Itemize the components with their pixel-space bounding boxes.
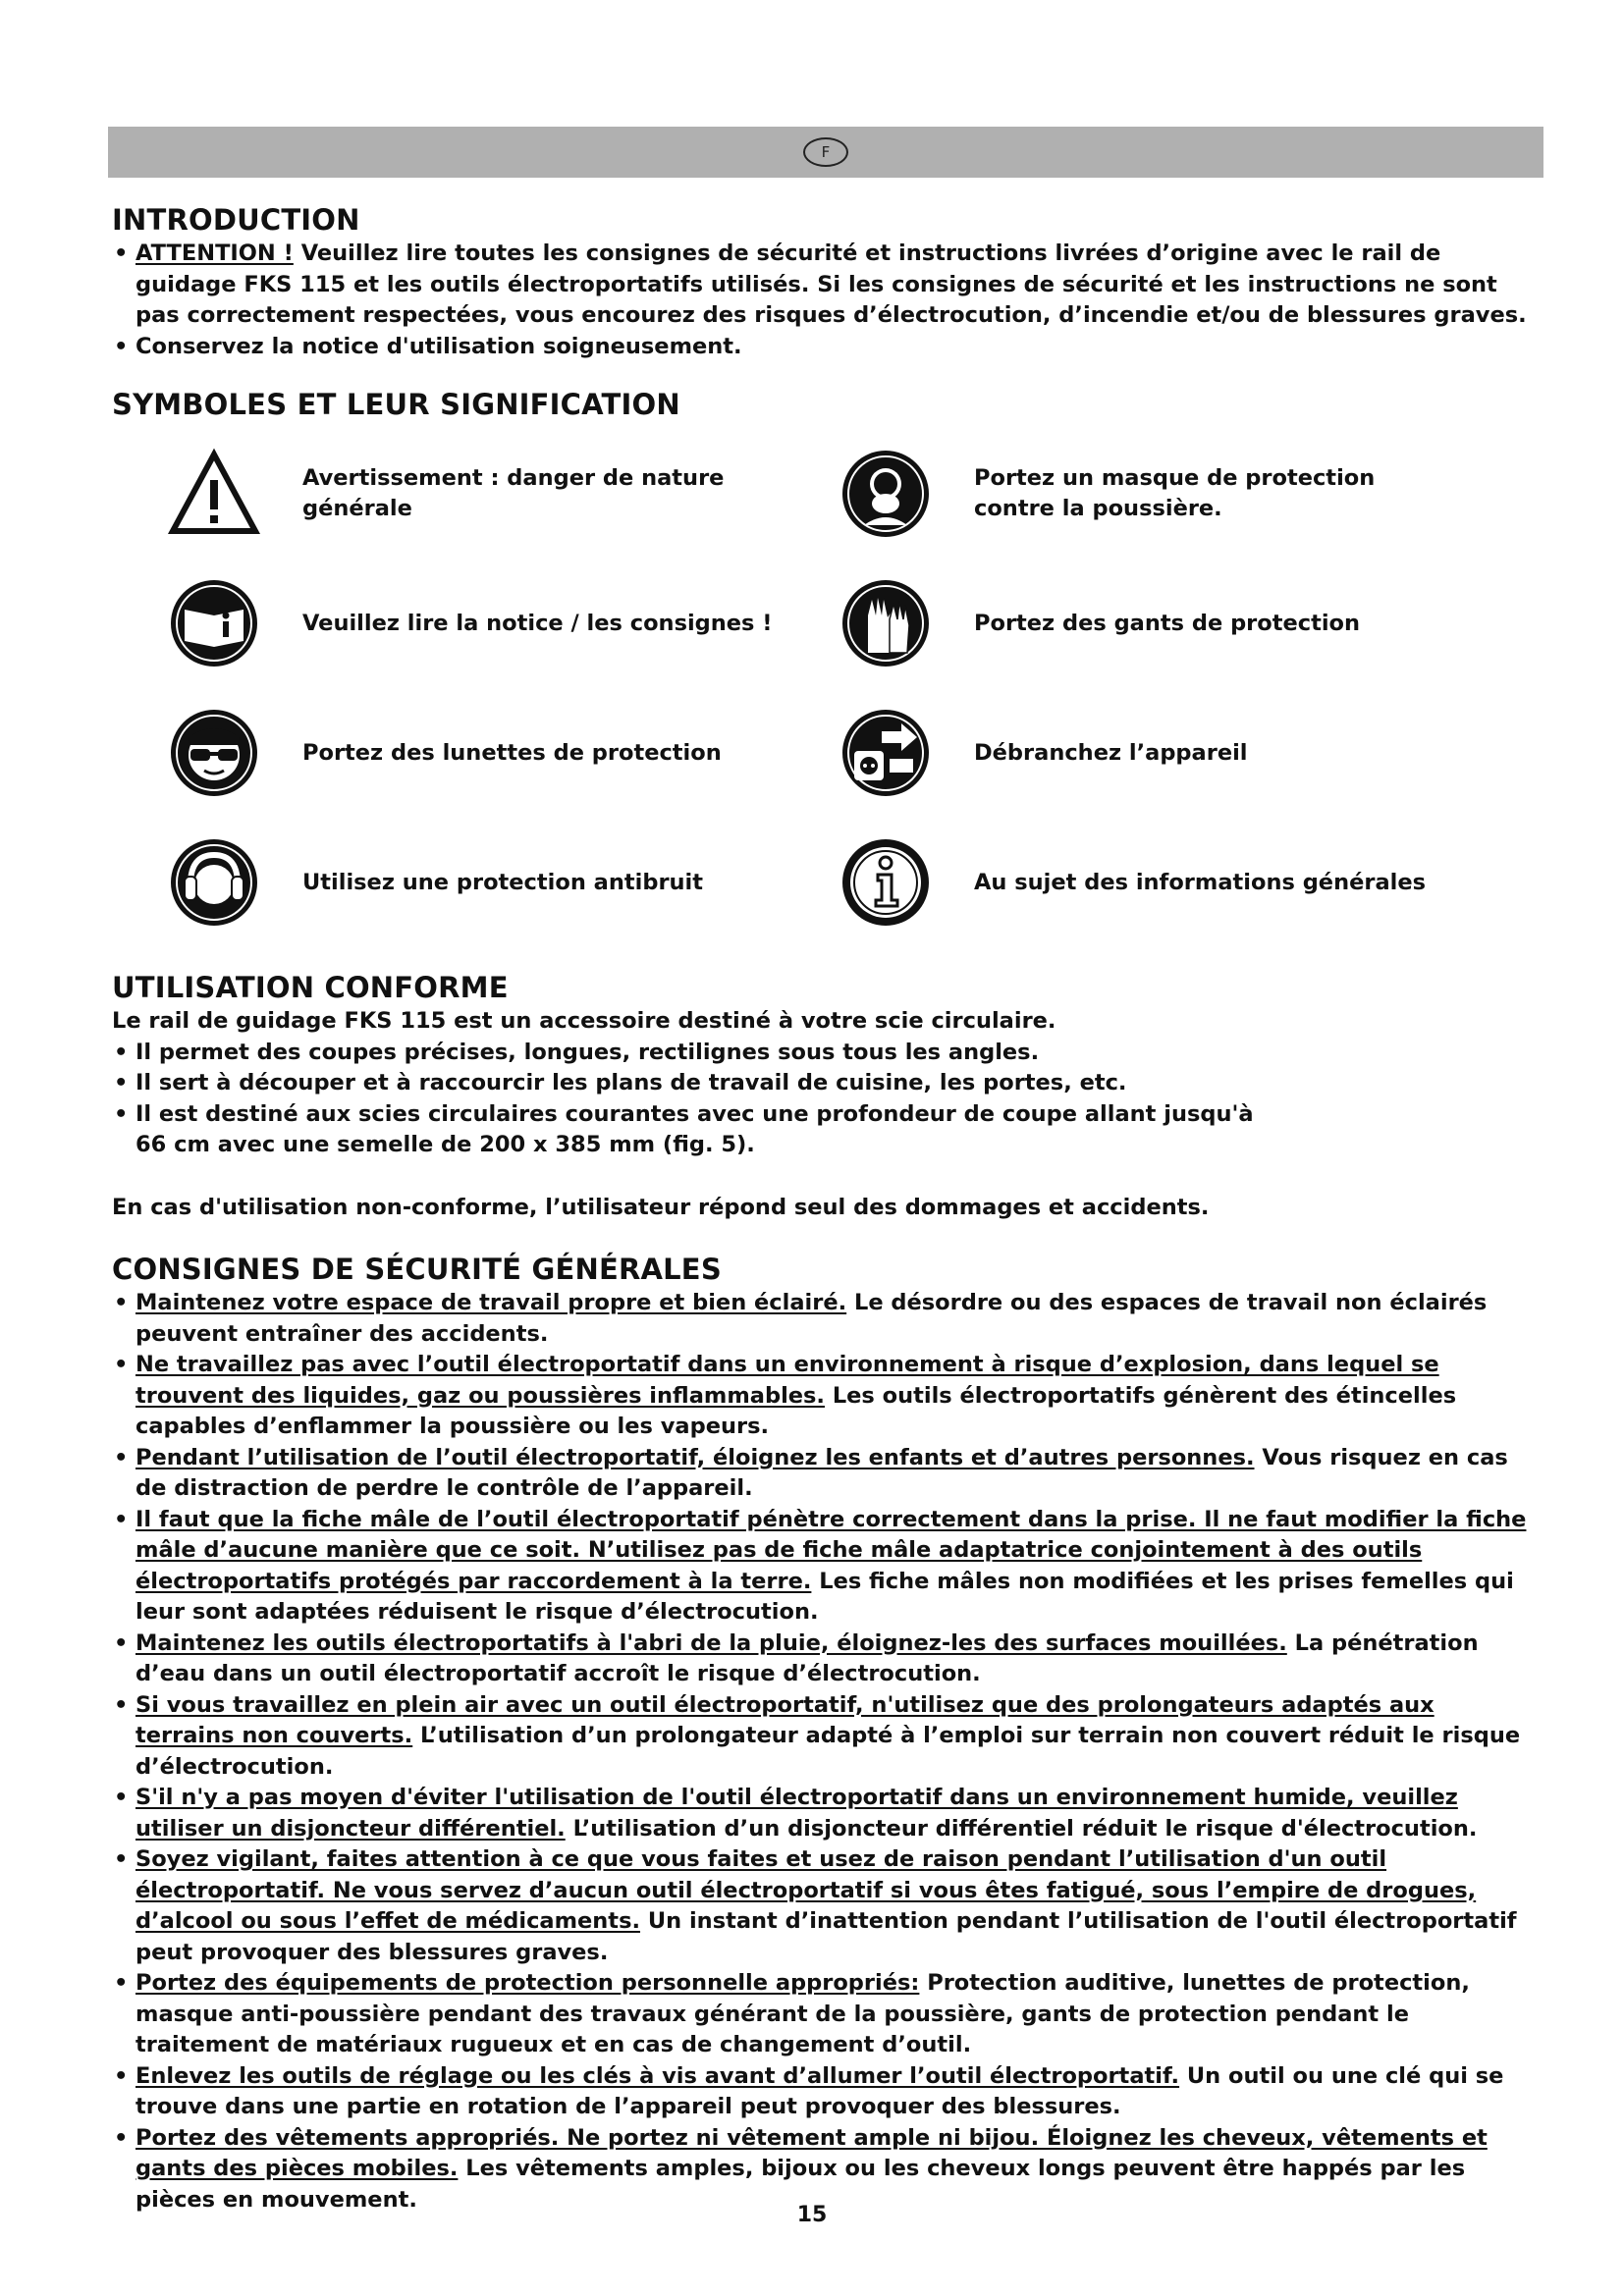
safety-item-text: Le désordre ou des espaces de travail non éclairés peuvent entraîner des accidents.: [135, 1290, 1488, 1347]
info-icon: [839, 835, 933, 930]
read-manual-icon: [167, 576, 261, 670]
symbol-gloves: [839, 576, 1435, 670]
symbol-glasses: [167, 706, 813, 800]
symbol-label: Débranchez l’appareil: [974, 739, 1248, 766]
symbol-label: Utilisez une protection antibruit: [302, 869, 704, 895]
safety-item-text: Les fiche mâles non modifiées et les prises femelles qui leur sont adaptées réduisent le risque d’électrocution.: [135, 1568, 1514, 1625]
safety-item-emphasis: Soyez vigilant, faites attention à ce que vous faites et usez de raison pendant l’utilisation d'un outil électroportatif. Ne vous servez d’aucun outil électroportatif si vous êtes fatigué, sous l’empire de drogues, d’alcool ou sous l’effet de médicaments.: [135, 1846, 1477, 1934]
page-number: 15: [796, 2203, 828, 2227]
safety-item-emphasis: Portez des vêtements appropriés. Ne portez ni vêtement ample ni bijou. Éloignez les cheveux, vêtements et gants des pièces mobiles.: [135, 2124, 1488, 2181]
safety-item-emphasis: S'il n'y a pas moyen d'éviter l'utilisation de l'outil électroportatif dans un environnement humide, veuillez utiliser un disjoncteur différentiel.: [135, 1785, 1458, 1842]
usage-item: • Il permet des coupes précises, longues, rectilignes sous tous les angles.: [112, 1038, 1534, 1069]
usage-intro: Le rail de guidage FKS 115 est un accessoire destiné à votre scie circulaire.: [112, 1008, 1056, 1034]
safety-title: CONSIGNES DE SÉCURITÉ GÉNÉRALES: [112, 1253, 722, 1286]
symbol-unplug: [839, 706, 1435, 800]
gloves-icon: [839, 576, 933, 670]
usage-section: [112, 969, 1534, 1223]
safety-item-emphasis: Il faut que la fiche mâle de l’outil électroportatif pénètre correctement dans la prise. Il ne faut modifier la fiche mâle d’aucune manière que ce soit. N’utilisez pas de fiche mâle adaptatrice conjointement à des outils électroportatifs protégés par raccordement à la terre.: [135, 1506, 1527, 1594]
symbol-label: Portez des lunettes de protection: [302, 739, 722, 766]
safety-item-emphasis: Maintenez votre espace de travail propre et bien éclairé.: [135, 1290, 847, 1315]
safety-item-emphasis: Enlevez les outils de réglage ou les clés à vis avant d’allumer l’outil électroportatif.: [135, 2062, 1180, 2089]
safety-item-emphasis: Maintenez les outils électroportatifs à l'abri de la pluie, éloignez-les des surfaces mouillées.: [135, 1629, 1287, 1656]
safety-item-text: L’utilisation d’un disjoncteur différentiel réduit le risque d'électrocution.: [565, 1815, 1478, 1842]
safety-item: [112, 1350, 1534, 1443]
safety-list: [112, 1288, 1534, 2216]
symbol-dust-mask: [839, 447, 1435, 541]
safety-item-emphasis: Pendant l’utilisation de l’outil électroportatif, éloignez les enfants et d’autres personnes.: [135, 1444, 1255, 1470]
safety-section: [112, 1251, 1534, 2216]
safety-item-text: L’utilisation d’un prolongateur adapté à l’emploi sur terrain non couvert réduit le risque d’électrocution.: [135, 1723, 1521, 1780]
safety-item: [112, 1288, 1534, 1350]
attention-label: ATTENTION !: [135, 240, 294, 266]
symbol-ear-protection: [167, 835, 813, 930]
symbol-label: Portez des gants de protection: [974, 610, 1361, 636]
symbol-warning: [167, 447, 813, 541]
symbol-label: Avertissement : danger de nature générale: [302, 465, 725, 521]
usage-note: En cas d'utilisation non-conforme, l’utilisateur répond seul des dommages et accidents.: [112, 1194, 1210, 1220]
header-bar: [108, 127, 1543, 178]
usage-item: • Il est destiné aux scies circulaires courantes avec une profondeur de coupe allant jusqu'à 66 cm avec une semelle de 200 x 385 mm (fig. 5).: [112, 1099, 1265, 1161]
safety-item-text: Un instant d’inattention pendant l’utilisation de l'outil électroportatif peut provoquer des blessures graves.: [135, 1908, 1517, 1965]
dust-mask-icon: [839, 447, 933, 541]
safety-item: [112, 2061, 1534, 2123]
safety-item: [112, 1629, 1534, 1690]
usage-item: • Il sert à découper et à raccourcir les plans de travail de cuisine, les portes, etc.: [112, 1068, 1534, 1099]
safety-item: [112, 1844, 1534, 1968]
symbol-label: Portez un masque de protection contre la poussière.: [974, 465, 1376, 521]
page-content: [112, 201, 1534, 2216]
safety-item: [112, 2123, 1534, 2216]
safety-glasses-icon: [167, 706, 261, 800]
safety-item: [112, 1443, 1534, 1505]
attention-item: [112, 239, 1534, 332]
safety-item: [112, 1783, 1534, 1844]
keep-notice-item: • Conservez la notice d'utilisation soigneusement.: [112, 332, 1534, 363]
symbols-grid: [112, 447, 1534, 957]
safety-item-text: Les vêtements amples, bijoux ou les cheveux longs peuvent être happés par les pièces en mouvement.: [135, 2156, 1466, 2213]
safety-item-text: La pénétration d’eau dans un outil électroportatif accroît le risque d’électrocution.: [135, 1629, 1479, 1686]
unplug-icon: [839, 706, 933, 800]
introduction-title: INTRODUCTION: [112, 203, 360, 237]
safety-item-text: Les outils électroportatifs génèrent des étincelles capables d’enflammer la poussière ou les vapeurs.: [135, 1382, 1457, 1439]
safety-item-emphasis: Si vous travaillez en plein air avec un outil électroportatif, n'utilisez que des prolongateurs adaptés aux terrains non couverts.: [135, 1691, 1435, 1748]
attention-text: Veuillez lire toutes les consignes de sécurité et instructions livrées d’origine avec le rail de guidage FKS 115 et les outils électroportatifs utilisés. Si les consignes de sécurité et les instructions ne sont pas correctement respectées, vous encourez des risques d’électrocution, d’incendie et/ou de blessures graves.: [135, 240, 1527, 328]
safety-item-text: Un outil ou une clé qui se trouve dans une partie en rotation de l’appareil peut provoquer des blessures.: [135, 2062, 1504, 2119]
symbol-label: Veuillez lire la notice / les consignes !: [302, 610, 773, 636]
usage-list: [112, 1038, 1534, 1161]
usage-title: UTILISATION CONFORME: [112, 971, 509, 1004]
symbols-title: SYMBOLES ET LEUR SIGNIFICATION: [112, 388, 680, 421]
ear-protection-icon: [167, 835, 261, 930]
safety-item-text: Protection auditive, lunettes de protection, masque anti-poussière pendant des travaux générant de la poussière, gants de protection pendant le traitement de matériaux rugueux et en cas de changement d’outil.: [135, 1970, 1470, 2057]
symbol-read-manual: [167, 576, 813, 670]
safety-item: [112, 1690, 1534, 1784]
symbols-section: [112, 386, 1534, 957]
symbol-info: [839, 835, 1435, 930]
safety-item: [112, 1968, 1534, 2061]
warning-triangle-icon: [167, 447, 261, 541]
language-badge: F: [803, 137, 848, 167]
safety-item-emphasis: Portez des équipements de protection personnelle appropriés:: [135, 1970, 920, 1996]
symbol-label: Au sujet des informations générales: [974, 869, 1426, 895]
introduction-section: [112, 201, 1534, 362]
introduction-list: [112, 239, 1534, 362]
safety-item-text: Vous risquez en cas de distraction de perdre le contrôle de l’appareil.: [135, 1444, 1508, 1501]
safety-item-emphasis: Ne travaillez pas avec l’outil électroportatif dans un environnement à risque d’explosion, dans lequel se trouvent des liquides, gaz ou poussières inflammables.: [135, 1352, 1439, 1409]
safety-item: [112, 1505, 1534, 1629]
